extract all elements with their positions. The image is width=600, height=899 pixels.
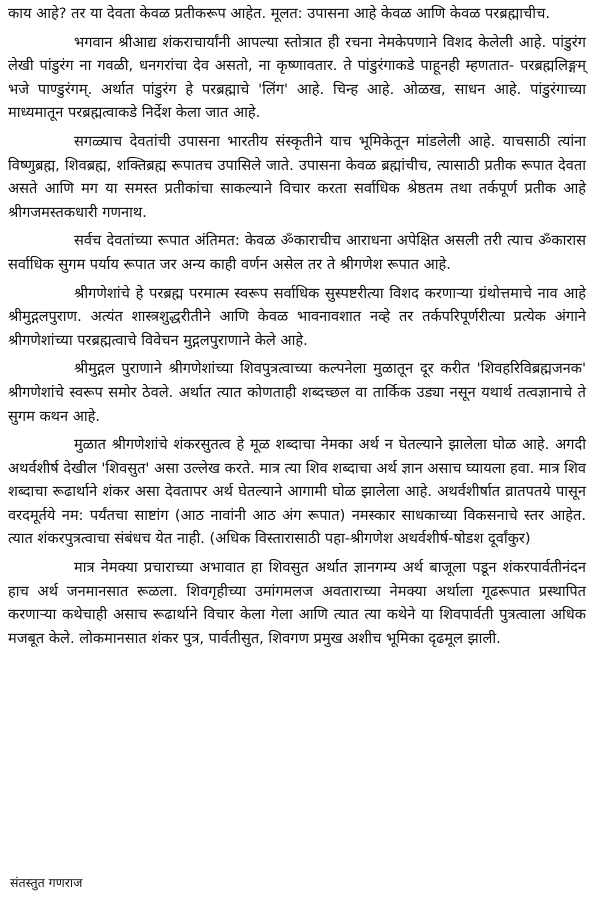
paragraph: भगवान श्रीआद्य शंकराचार्यांनी आपल्या स्तोत्रात ही रचना नेमकेपणाने विशद केलेली आहे. पांडुरंग लेखी पांडुरंग ना गवळी, धनगरांचा देव असतो, ना कृष्णावतार. ते पांडुरंगाकडे पाहूनही म्हणतात- परब्रह्मलिङ्गम् भजे पाण्डुरंगम्. अर्थात पांडुरंग हे परब्रह्माचे 'लिंग' आहे. चिन्ह आहे. ओळख, साधन आहे. पांडुरंगाच्या माध्यमातून परब्रह्मत्वाकडे निर्देश केला जात आहे. [8,33,586,122]
paragraph: श्रीमुद्गल पुराणाने श्रीगणेशांच्या शिवपुत्रत्वाच्या कल्पनेला मुळातून दूर करीत 'शिवहरिविब्रह्मजनक' श्रीगणेशांचे स्वरूप समोर ठेवले. अर्थात त्यात कोणताही शब्दच्छल वा तार्किक उड्या नसून यथार्थ तत्वज्ञानाचे ते सुगम कथन आहे. [8,360,586,425]
paragraph: काय आहे? तर या देवता केवळ प्रतीकरूप आहेत. मूलत: उपासना आहे केवळ आणि केवळ परब्रह्माचीच. [8,5,550,22]
paragraph: सर्वच देवतांच्या रूपात अंतिमत: केवळ ॐकाराचीच आराधना अपेक्षित असली तरी त्याच ॐकारास सर्वाधिक सुगम पर्याय रूपात जर अन्य काही वर्णन असेल तर ते श्रीगणेश रूपात आहे. [8,232,586,273]
paragraph: श्रीगणेशांचे हे परब्रह्म परमात्म स्वरूप सर्वाधिक सुस्पष्टरीत्या विशद करणाऱ्या ग्रंथोत्तमाचे नाव आहे श्रीमुद्गलपुराण. अत्यंत शास्त्रशुद्धरीतीने आणि केवळ भावनावशात नव्हे तर तर्कपरिपूर्णरीत्या प्रत्येक अंगाने श्रीगणेशांच्या परब्रह्मत्वाचे विवेचन मुद्गलपुराणाने केले आहे. [8,284,586,349]
paragraph: मात्र नेमक्या प्रचाराच्या अभावात हा शिवसुत अर्थात ज्ञानगम्य अर्थ बाजूला पडून शंकरपार्वतीनंदन हाच अर्थ जनमानसात रूळला. शिवगृहीच्या उमांगमलज अवताराच्या नेमक्या अर्थाला गूढरूपात प्रस्थापित करणाऱ्या कथेचाही असाच रूढार्थाने विचार केला गेला आणि त्यात त्या कथेने या शिवपार्वती पुत्रत्वाला अधिक मजबूत केले. लोकमानसात शंकर पुत्र, पार्वतीसुत, शिवगण प्रमुख अशीच भूमिका दृढमूल झाली. [8,559,586,647]
page-body [8,2,586,655]
running-footer: संतस्तुत गणराज [10,875,83,890]
paragraph: मुळात श्रीगणेशांचे शंकरसुतत्व हे मूळ शब्दाचा नेमका अर्थ न घेतल्याने झालेला घोळ आहे. अगदी अथर्वशीर्ष देखील 'शिवसुत' असा उल्लेख करते. मात्र त्या शिव शब्दाचा अर्थ ज्ञान असाच घ्यायला हवा. मात्र शिव शब्दाचा रूढार्थाने शंकर असा देवतापर अर्थ घेतल्याने आगामी घोळ झालेला आहे. अथर्वशीर्षात व्रातपतये पासून वरदमूर्तये नम: पर्यंतचा साष्टांग (आठ नावांनी आठ अंग रूपात) नमस्कार साधकाच्या विकसनाचे स्तर आहेत. त्यात शंकरपुत्रत्वाचा संबंधच येत नाही. (अधिक विस्तारासाठी पहा-श्रीगणेश अथर्वशीर्ष-षोडश दूर्वांकुर) [8,436,586,548]
paragraph: सगळ्याच देवतांची उपासना भारतीय संस्कृतीने याच भूमिकेतून मांडलेली आहे. याचसाठी त्यांना विष्णुब्रह्म, शिवब्रह्म, शक्तिब्रह्म रूपातच उपासिले जाते. उपासना केवळ ब्रह्मांचीच, त्यासाठी प्रतीक रूपात देवता असते आणि मग या समस्त प्रतीकांचा साकल्याने विचार करता सर्वाधिक श्रेष्ठतम तथा तर्कपूर्ण प्रतीक आहे श्रीगजमस्तकधारी गणनाथ. [8,132,586,221]
